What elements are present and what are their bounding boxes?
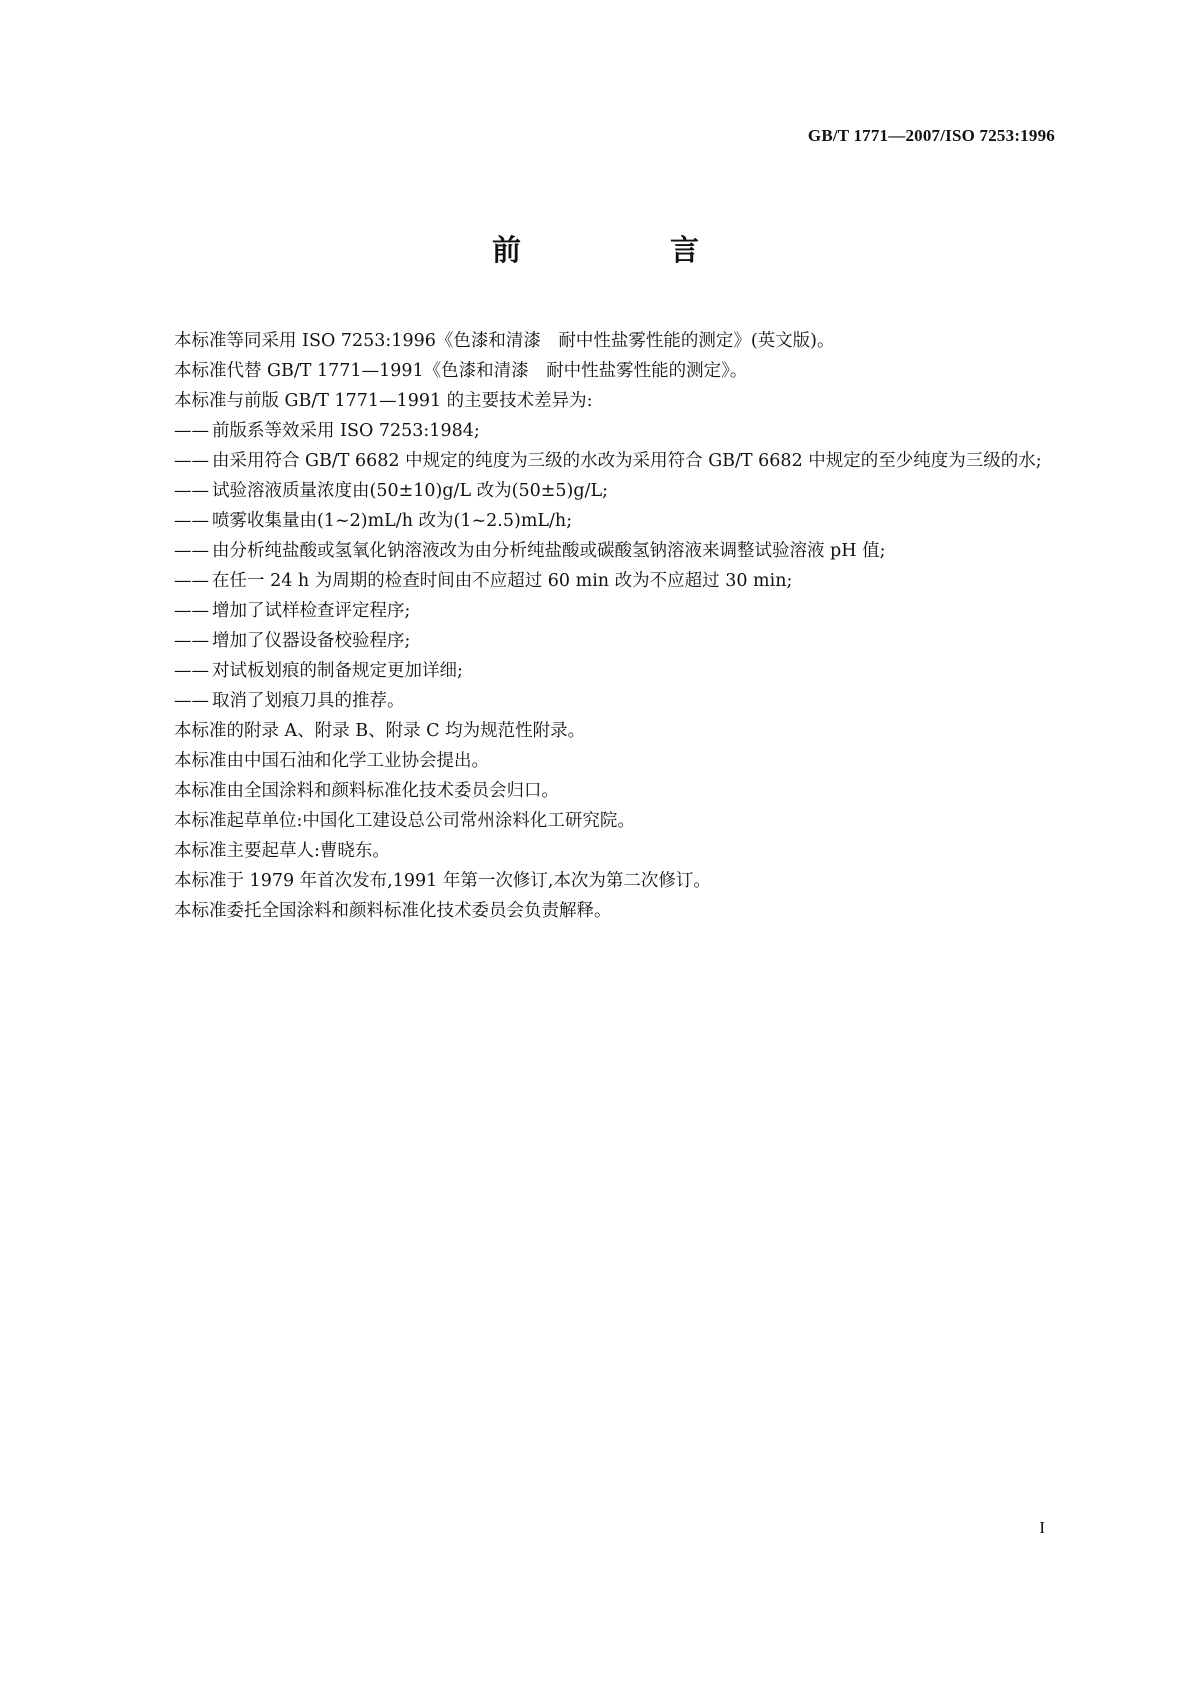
difference-item [174,506,1054,536]
difference-text: 由分析纯盐酸或氢氧化钠溶液改为由分析纯盐酸或碳酸氢钠溶液来调整试验溶液 pH 值; [212,541,886,561]
difference-item [174,596,1054,626]
difference-item [174,626,1054,656]
difference-item [174,566,1054,596]
difference-item [174,536,1054,566]
dash-marker: —— [174,661,209,681]
paragraph: 本标准由全国涂料和颜料标准化技术委员会归口。 [174,781,559,801]
paragraph: 本标准委托全国涂料和颜料标准化技术委员会负责解释。 [174,901,612,921]
paragraph: 本标准起草单位:中国化工建设总公司常州涂料化工研究院。 [174,811,635,831]
dash-marker: —— [174,481,209,501]
difference-item [174,476,1054,506]
difference-text: 由采用符合 GB/T 6682 中规定的纯度为三级的水改为采用符合 GB/T 6682 中规定的至少纯度为三级的水; [212,451,1042,471]
paragraph: 本标准主要起草人:曹晓东。 [174,841,390,861]
difference-text: 增加了试样检查评定程序; [212,601,411,621]
dash-marker: —— [174,421,209,441]
difference-text: 取消了划痕刀具的推荐。 [212,691,405,711]
paragraph: 本标准于 1979 年首次发布,1991 年第一次修订,本次为第二次修订。 [174,871,711,891]
page-title: 前 言 [491,233,759,267]
dash-marker: —— [174,451,209,471]
difference-item [174,446,1054,476]
dash-marker: —— [174,511,209,531]
dash-marker: —— [174,571,209,591]
difference-item [174,416,1054,446]
difference-text: 前版系等效采用 ISO 7253:1984; [212,421,480,441]
dash-marker: —— [174,601,209,621]
paragraph: 本标准与前版 GB/T 1771—1991 的主要技术差异为: [174,391,593,411]
difference-item [174,686,1054,716]
paragraph: 本标准代替 GB/T 1771—1991《色漆和清漆 耐中性盐雾性能的测定》。 [174,361,748,381]
foreword-body [174,326,1054,926]
page-number: I [1039,1518,1045,1537]
difference-text: 对试板划痕的制备规定更加详细; [212,661,463,681]
difference-text: 试验溶液质量浓度由(50±10)g/L 改为(50±5)g/L; [212,481,608,501]
dash-marker: —— [174,541,209,561]
difference-item [174,656,1054,686]
paragraph: 本标准的附录 A、附录 B、附录 C 均为规范性附录。 [174,721,586,741]
standard-code: GB/T 1771—2007/ISO 7253:1996 [807,126,1055,145]
paragraph: 本标准由中国石油和化学工业协会提出。 [174,751,489,771]
paragraph: 本标准等同采用 ISO 7253:1996《色漆和清漆 耐中性盐雾性能的测定》(英文版)。 [174,331,835,351]
dash-marker: —— [174,691,209,711]
difference-text: 在任一 24 h 为周期的检查时间由不应超过 60 min 改为不应超过 30 min; [212,571,793,591]
difference-text: 喷雾收集量由(1~2)mL/h 改为(1~2.5)mL/h; [212,511,573,531]
dash-marker: —— [174,631,209,651]
difference-text: 增加了仪器设备校验程序; [212,631,411,651]
